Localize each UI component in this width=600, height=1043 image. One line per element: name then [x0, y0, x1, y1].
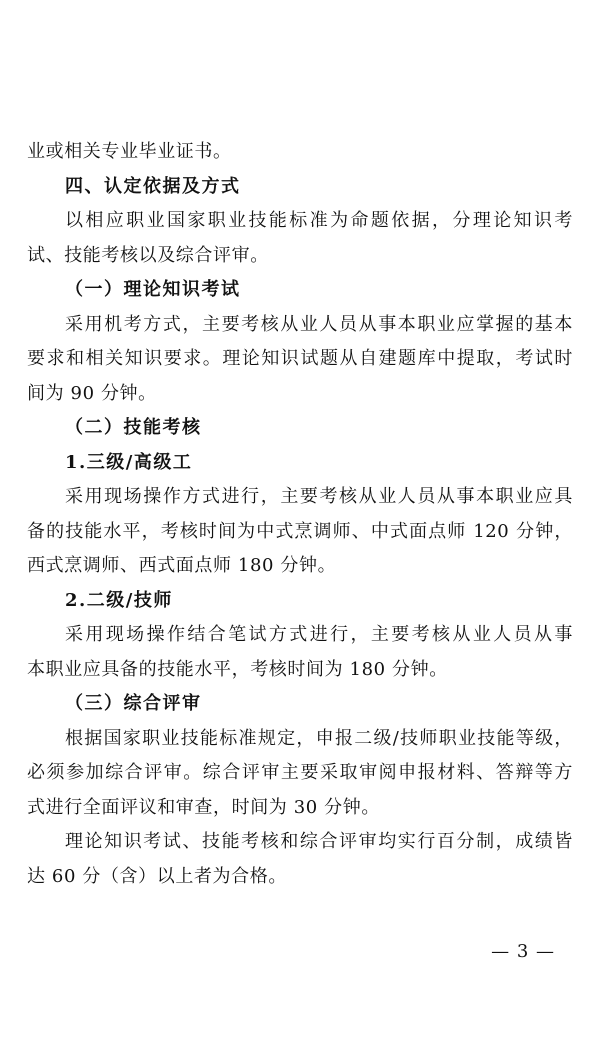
level-three-heading: 1.三级/高级工: [65, 451, 193, 473]
theory-exam-heading: （一）理论知识考试: [65, 279, 241, 300]
paragraph-line: 达 60 分（含）以上者为合格。: [27, 865, 287, 887]
paragraph-line: 备的技能水平，考核时间为中式烹调师、中式面点师 120 分钟，: [27, 520, 573, 542]
paragraph-line: 要求和相关知识要求。理论知识试题从自建题库中提取，考试时: [27, 348, 573, 369]
section-heading: 四、认定依据及方式: [65, 175, 241, 197]
comprehensive-review-heading: （三）综合评审: [65, 693, 202, 714]
paragraph-line: 根据国家职业技能标准规定，申报二级/技师职业技能等级，: [65, 727, 573, 749]
paragraph-line: 采用机考方式，主要考核从业人员从事本职业应掌握的基本: [65, 313, 573, 335]
paragraph-line: 间为 90 分钟。: [27, 382, 157, 404]
paragraph-line: 西式烹调师、西式面点师 180 分钟。: [27, 555, 337, 576]
scoring-paragraph: [27, 825, 573, 894]
paragraph-line: 理论知识考试、技能考核和综合评审均实行百分制，成绩皆: [65, 831, 573, 852]
paragraph-line: 采用现场操作结合笔试方式进行，主要考核从业人员从事: [65, 624, 573, 645]
paragraph-line: 式进行全面评议和审查，时间为 30 分钟。: [27, 796, 380, 818]
paragraph-line: 本职业应具备的技能水平，考核时间为 180 分钟。: [27, 658, 448, 680]
document-body: [27, 135, 573, 894]
paragraph-line: 采用现场操作方式进行，主要考核从业人员从事本职业应具: [65, 486, 573, 507]
level-two-heading: 2.二级/技师: [65, 589, 173, 611]
page-number: — 3 —: [491, 941, 555, 962]
paragraph-line: 以相应职业国家职业技能标准为命题依据，分理论知识考: [65, 210, 573, 231]
skill-assessment-heading: （二）技能考核: [65, 417, 202, 438]
level-two-paragraph: [27, 618, 573, 687]
section-intro-paragraph: [27, 204, 573, 273]
carryover-line: 业或相关专业毕业证书。: [27, 141, 232, 162]
level-three-paragraph: [27, 480, 573, 584]
comprehensive-review-paragraph: [27, 722, 573, 826]
theory-exam-paragraph: [27, 308, 573, 412]
paragraph-line: 必须参加综合评审。综合评审主要采取审阅申报材料、答辩等方: [27, 762, 573, 783]
paragraph-line: 试、技能考核以及综合评审。: [27, 244, 269, 266]
